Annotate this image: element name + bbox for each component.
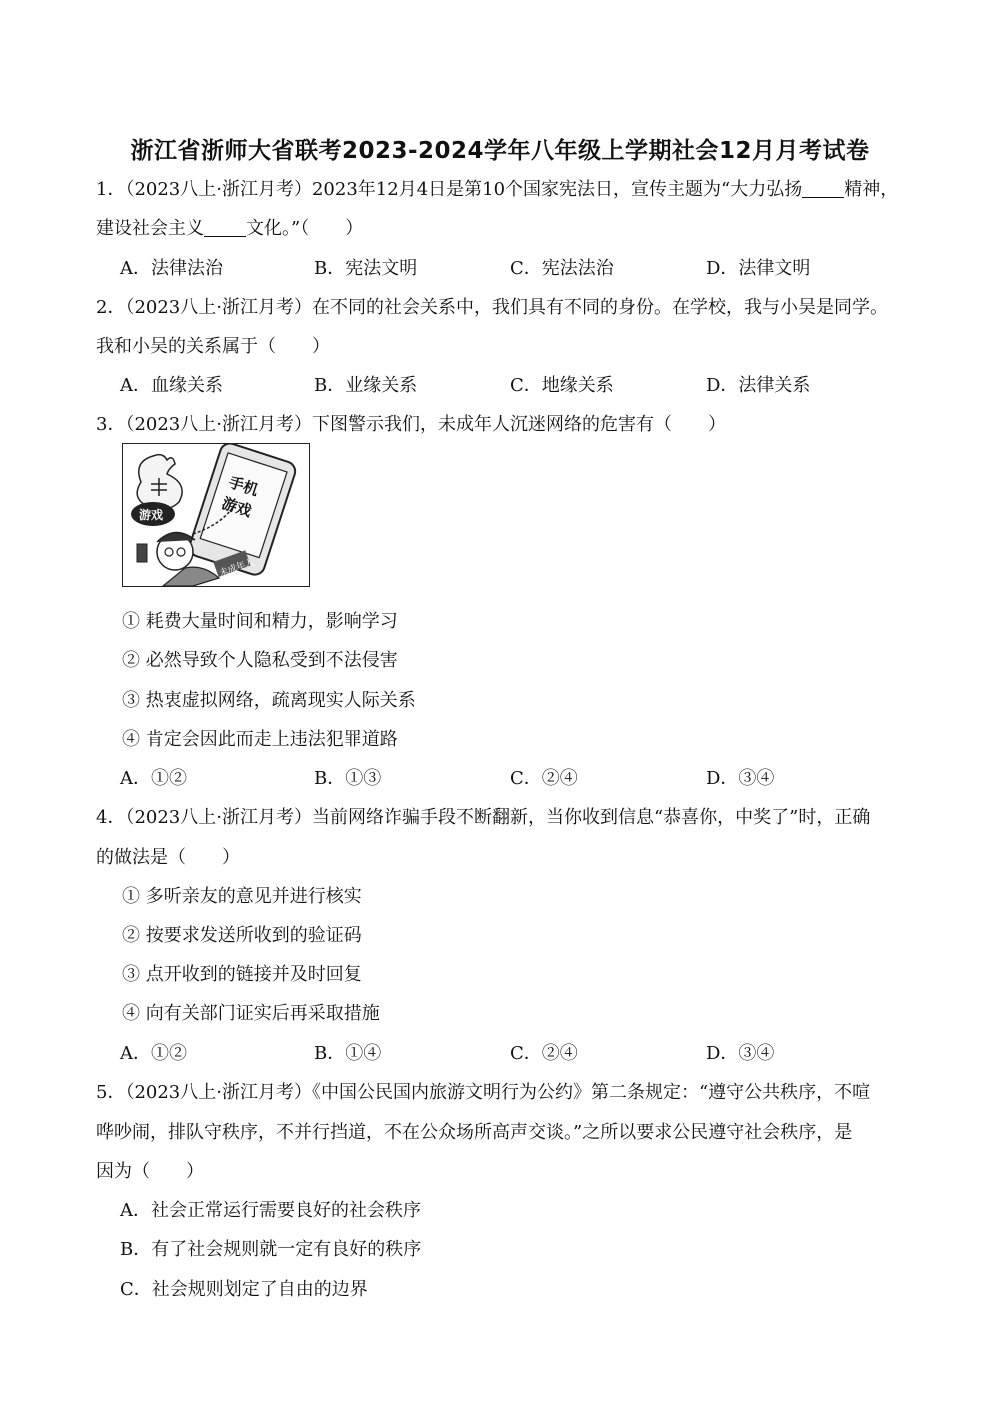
statement-3: ③ 热衷虚拟网络，疏离现实人际关系 (122, 690, 416, 711)
option-a[interactable]: A．法律法治 (120, 258, 223, 279)
question-1-text: 建设社会主义 (96, 218, 204, 239)
option-d[interactable]: D．法律文明 (706, 258, 811, 279)
option-a[interactable]: A．血缘关系 (120, 375, 223, 396)
question-5-stem: 5．（2023八上·浙江月考）《中国公民国内旅游文明行为公约》第二条规定：“遵守公共秩序，不喧 (96, 1082, 871, 1103)
question-2-stem: 2．（2023八上·浙江月考）在不同的社会关系中，我们具有不同的身份。在学校，我与小吴是同学。 (96, 297, 888, 318)
cartoon-phone-text-2: 游戏 (219, 494, 254, 521)
statement-4: ④ 肯定会因此而走上违法犯罪道路 (122, 729, 398, 750)
statement-2: ② 按要求发送所收到的验证码 (122, 925, 362, 946)
question-4-stem-line2: 的做法是（ ） (96, 847, 240, 868)
question-2-stem-line2: 我和小吴的关系属于（ ） (96, 336, 330, 357)
statement-1: ① 耗费大量时间和精力，影响学习 (122, 611, 398, 632)
question-3-stem: 3．（2023八上·浙江月考）下图警示我们，未成年人沉迷网络的危害有（ ） (96, 414, 726, 435)
option-c[interactable]: C．宪法法治 (510, 258, 614, 279)
statement-4: ④ 向有关部门证实后再采取措施 (122, 1003, 380, 1024)
question-1-text-cont: 精神， (844, 179, 899, 200)
cartoon-bubble-text: 游戏 (139, 508, 164, 522)
option-b[interactable]: B．①③ (314, 768, 382, 789)
option-a[interactable]: A．①② (120, 1043, 187, 1064)
question-1-text: 1．（2023八上·浙江月考）2023年12月4日是第10个国家宪法日，宣传主题为“大力弘扬 (96, 179, 803, 200)
option-b[interactable]: B．有了社会规则就一定有良好的秩序 (120, 1239, 422, 1260)
cartoon-phone-text-1: 手机 (226, 473, 261, 500)
option-d[interactable]: D．③④ (706, 768, 775, 789)
option-b[interactable]: B．业缘关系 (314, 375, 418, 396)
option-b[interactable]: B．①④ (314, 1043, 382, 1064)
statement-1: ① 多听亲友的意见并进行核实 (122, 886, 362, 907)
option-b[interactable]: B．宪法文明 (314, 258, 418, 279)
question-1-text-cont: 文化。”（ ） (246, 218, 364, 239)
question-1-stem-line2 (96, 216, 363, 242)
option-c[interactable]: C．②④ (510, 1043, 578, 1064)
cartoon-bag-text: 未成年人 (218, 557, 256, 580)
question-1-stem (96, 177, 898, 203)
option-a[interactable]: A．①② (120, 768, 187, 789)
option-c[interactable]: C．②④ (510, 768, 578, 789)
answer-blank (802, 179, 844, 198)
statement-3: ③ 点开收到的链接并及时回复 (122, 964, 362, 985)
cartoon-drawing (123, 444, 309, 586)
option-c[interactable]: C．地缘关系 (510, 375, 614, 396)
question-5-stem-line3: 因为（ ） (96, 1161, 204, 1182)
answer-blank (204, 218, 246, 237)
option-c[interactable]: C．社会规则划定了自由的边界 (120, 1279, 368, 1300)
question-4-stem: 4．（2023八上·浙江月考）当前网络诈骗手段不断翻新，当你收到信息“恭喜你，中奖了”时，正确 (96, 807, 871, 828)
page-title: 浙江省浙师大省联考2023-2024学年八年级上学期社会12月月考试卷 (130, 138, 870, 164)
option-d[interactable]: D．法律关系 (706, 375, 811, 396)
question-5-stem-line2: 哗吵闹，排队守秩序，不并行挡道，不在公众场所高声交谈。”之所以要求公民遵守社会秩序，是 (96, 1122, 853, 1143)
option-d[interactable]: D．③④ (706, 1043, 775, 1064)
cartoon-illustration (122, 443, 310, 587)
statement-2: ② 必然导致个人隐私受到不法侵害 (122, 650, 398, 671)
option-a[interactable]: A．社会正常运行需要良好的社会秩序 (120, 1200, 421, 1221)
